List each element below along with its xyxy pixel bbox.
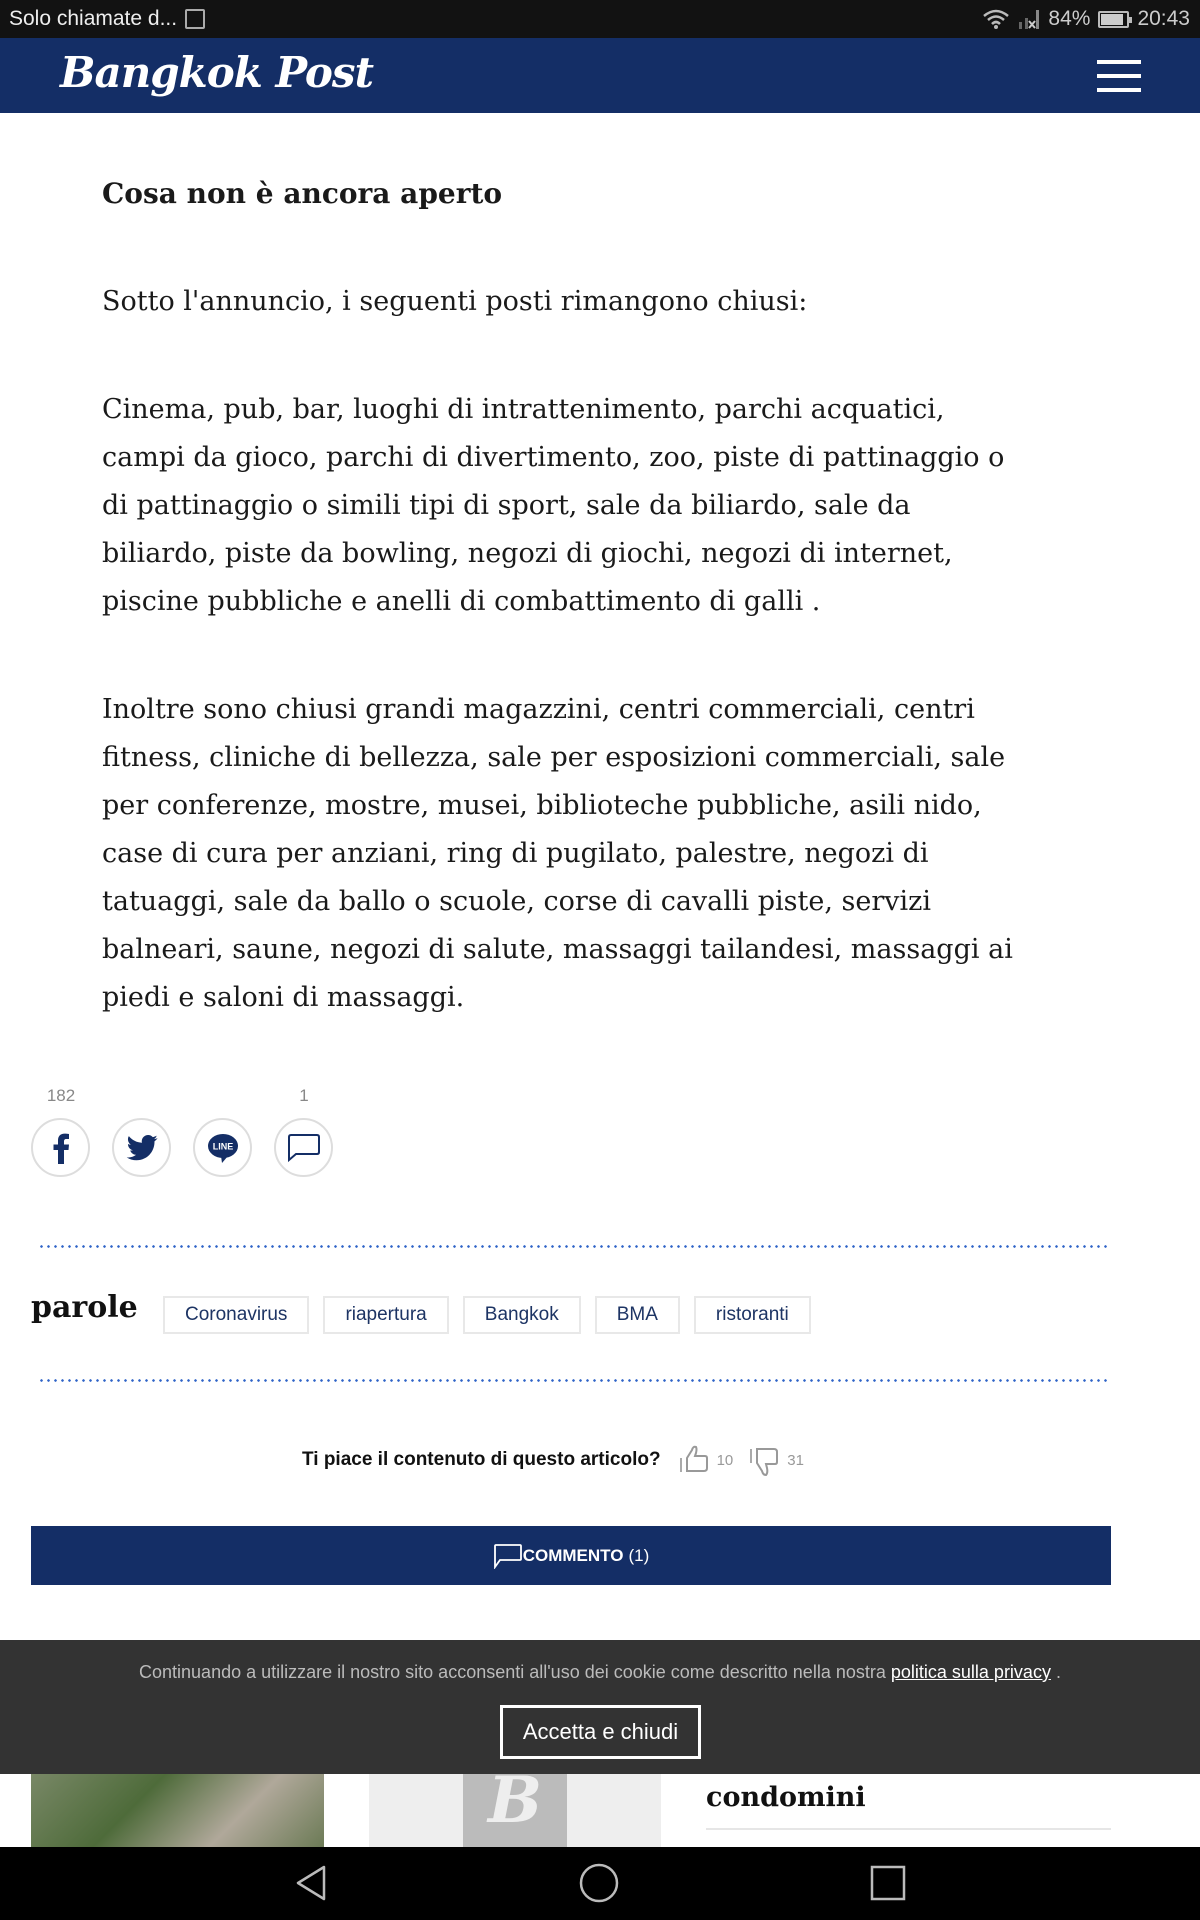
thumbs-down-icon [749, 1443, 781, 1477]
cookie-message [0, 1662, 1200, 1683]
tag-list [163, 1296, 811, 1334]
tags-label: parole [31, 1290, 138, 1325]
accept-cookies-button[interactable]: Accetta e chiudi [500, 1705, 701, 1759]
article-paragraph: Inoltre sono chiusi grandi magazzini, centri commerciali, centri fitness, cliniche di bellezza, sale per esposizioni commerciali, sale per conferenze, mostre, musei, biblioteche pubbliche, asili nido, case di cura per anziani, ring di pugilato, palestre, negozi di tatuaggi, sale da ballo o scuole, corse di cavalli piste, servizi balneari, saune, negozi di salute, massaggi tailandesi, massaggi ai piedi e saloni di massaggi. [102, 694, 1013, 1013]
image-notification-icon [185, 9, 205, 29]
back-icon[interactable] [292, 1863, 332, 1903]
twitter-share-button[interactable] [112, 1118, 171, 1177]
site-header [0, 38, 1200, 113]
line-icon [207, 1132, 239, 1164]
facebook-count: 182 [46, 1086, 76, 1105]
bangkok-post-logo[interactable]: Bangkok Post [60, 48, 373, 97]
dislike-button[interactable] [749, 1443, 804, 1477]
share-line [193, 1084, 253, 1177]
clock: 20:43 [1137, 7, 1190, 30]
divider [706, 1828, 1111, 1830]
recents-icon[interactable] [868, 1863, 908, 1903]
svg-text:LINE: LINE [212, 1141, 233, 1151]
share-twitter [112, 1084, 172, 1177]
wifi-icon [982, 8, 1010, 30]
home-icon[interactable] [579, 1863, 619, 1903]
dotted-divider [38, 1379, 1111, 1382]
comment-button-label: COMMENTO [522, 1545, 624, 1565]
notification-text: Solo chiamate d... [9, 7, 178, 30]
tag-ristoranti[interactable]: ristoranti [694, 1296, 811, 1334]
feedback-question: Ti piace il contenuto di questo articolo? [302, 1449, 661, 1470]
comments-count: 1 [299, 1086, 309, 1105]
cookie-message-suffix: . [1050, 1662, 1061, 1682]
signal-icon [1018, 8, 1040, 30]
tag-riapertura[interactable]: riapertura [323, 1296, 448, 1334]
like-count: 10 [716, 1451, 734, 1469]
facebook-icon [52, 1132, 70, 1164]
status-bar [0, 0, 1200, 38]
share-facebook [31, 1084, 91, 1177]
tag-bma[interactable]: BMA [595, 1296, 680, 1334]
comment-button-count: (1) [628, 1545, 650, 1565]
android-navigation-bar [0, 1847, 1200, 1920]
menu-icon-bar [1097, 74, 1141, 78]
like-button[interactable] [679, 1444, 734, 1476]
line-share-button[interactable] [193, 1118, 252, 1177]
section-heading: Cosa non è ancora aperto [102, 177, 503, 210]
article-feedback [302, 1443, 820, 1477]
menu-icon-bar [1097, 60, 1141, 64]
speech-bubble-icon [287, 1133, 321, 1163]
tag-coronavirus[interactable]: Coronavirus [163, 1296, 309, 1334]
article-paragraph: Cinema, pub, bar, luoghi di intrattenimento, parchi acquatici, campi da gioco, parchi di divertimento, zoo, piste di pattinaggio o di pattinaggio o simili tipi di sport, sale da biliardo, sale da biliardo, piste da bowling, negozi di giochi, negozi di internet, piscine pubbliche e anelli di combattimento di galli . [102, 394, 1005, 617]
battery-icon [1098, 11, 1129, 28]
comment-button[interactable] [31, 1526, 1111, 1585]
article-body [102, 170, 1022, 1082]
menu-icon-bar [1097, 88, 1141, 92]
tag-bangkok[interactable]: Bangkok [463, 1296, 581, 1334]
twitter-icon [126, 1135, 158, 1161]
battery-percent: 84% [1048, 7, 1091, 30]
related-thumbnail-photo[interactable] [31, 1774, 324, 1848]
cookie-message-text: Continuando a utilizzare il nostro sito acconsenti all'uso dei cookie come descritto nella nostra [139, 1662, 886, 1682]
line-count [193, 1084, 253, 1108]
facebook-share-button[interactable] [31, 1118, 90, 1177]
share-comments [274, 1084, 334, 1177]
thumbs-up-icon [679, 1444, 711, 1476]
related-articles [0, 1774, 1200, 1848]
menu-button[interactable] [1097, 60, 1141, 92]
bangkok-post-b-logo-icon: B [463, 1774, 567, 1848]
privacy-policy-link[interactable]: politica sulla privacy [890, 1662, 1051, 1682]
related-article-title[interactable]: condomini [706, 1782, 866, 1813]
article-paragraph: Sotto l'annuncio, i seguenti posti rimangono chiusi: [102, 286, 808, 317]
related-thumbnail-placeholder[interactable] [369, 1774, 661, 1848]
twitter-count [112, 1084, 172, 1108]
cookie-banner [0, 1640, 1200, 1774]
speech-bubble-icon [493, 1543, 523, 1569]
dislike-count: 31 [787, 1451, 804, 1469]
comments-button[interactable] [274, 1118, 333, 1177]
dotted-divider [38, 1245, 1111, 1248]
